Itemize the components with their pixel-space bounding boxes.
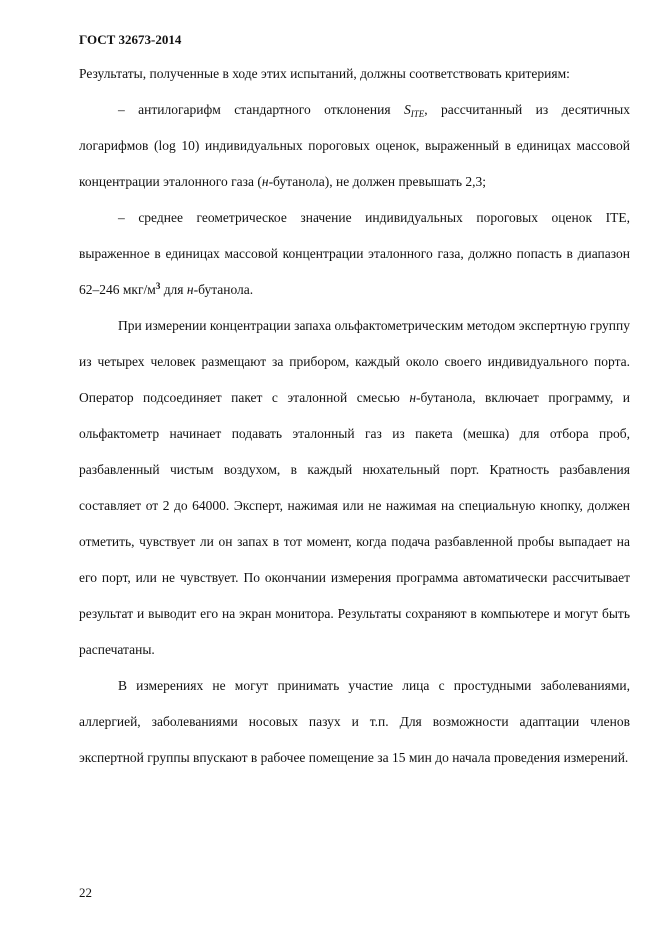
text-span: – среднее геометрическое значение индивидуальных пороговых оценок ITE, выраженное в единицах массовой концентрации эталонного газа, должно попасть в диапазон 62–246 мкг/м [79,210,630,297]
document-body [79,56,630,776]
italic-n: н [409,390,417,405]
italic-n: н [186,282,194,297]
paragraph-results-criteria: Результаты, полученные в ходе этих испытаний, должны соответствовать критериям: [79,66,570,81]
text-span: -бутанола), не должен превышать 2,3; [268,174,487,189]
page-number: 22 [79,885,92,900]
text-span: – антилогарифм стандартного отклонения [118,102,404,117]
paragraph-participant-restrictions: В измерениях не могут принимать участие лица с простудными заболеваниями, аллергией, заболеваниями носовых пазух и т.п. Для возможности адаптации членов экспертной группы впускают в рабочее помещение за 15 мин до начала проведения измерений. [79,678,630,765]
text-span: При измерении концентрации запаха ольфактометрическим методом экспертную группу из четырех человек размещают за прибором, каждый около своего индивидуального порта. Оператор подсоединяет пакет с эталонной смесью [79,318,630,405]
text-span: -бутанола. [193,282,254,297]
subscript-ite [411,109,425,119]
symbol-s: S [403,102,411,117]
superscript-3: 3 [155,281,161,291]
paragraph-geometric-mean-criterion [79,200,630,308]
italic-n: н [261,174,269,189]
subscript-text: ITE [410,109,425,119]
document-header: ГОСТ 32673-2014 [79,32,182,47]
text-span: -бутанола, включает программу, и ольфактометр начинает подавать эталонный газ из пакета (мешка) для отбора проб, разбавленный чистым воздухом, в каждый нюхательный порт. Кратность разбавления составляет от 2 до 64000. Эксперт, нажимая или не нажимая на специальную кнопку, должен отметить, чувствует ли он запах в тот момент, когда подача разбавленной пробы выпадает на его порт, или не чувствует. По окончании измерения программа автоматически рассчитывает результат и выводит его на экран монитора. Результаты сохраняют в компьютере и могут быть распечатаны. [79,390,630,657]
text-span: , рассчитанный из десятичных логарифмов (log 10) индивидуальных пороговых оценок, выраженный в единицах массовой концентрации эталонного газа ( [79,102,631,189]
text-span: для [160,282,187,297]
paragraph-measurement-procedure [79,308,630,668]
paragraph-antilog-criterion [79,92,630,200]
